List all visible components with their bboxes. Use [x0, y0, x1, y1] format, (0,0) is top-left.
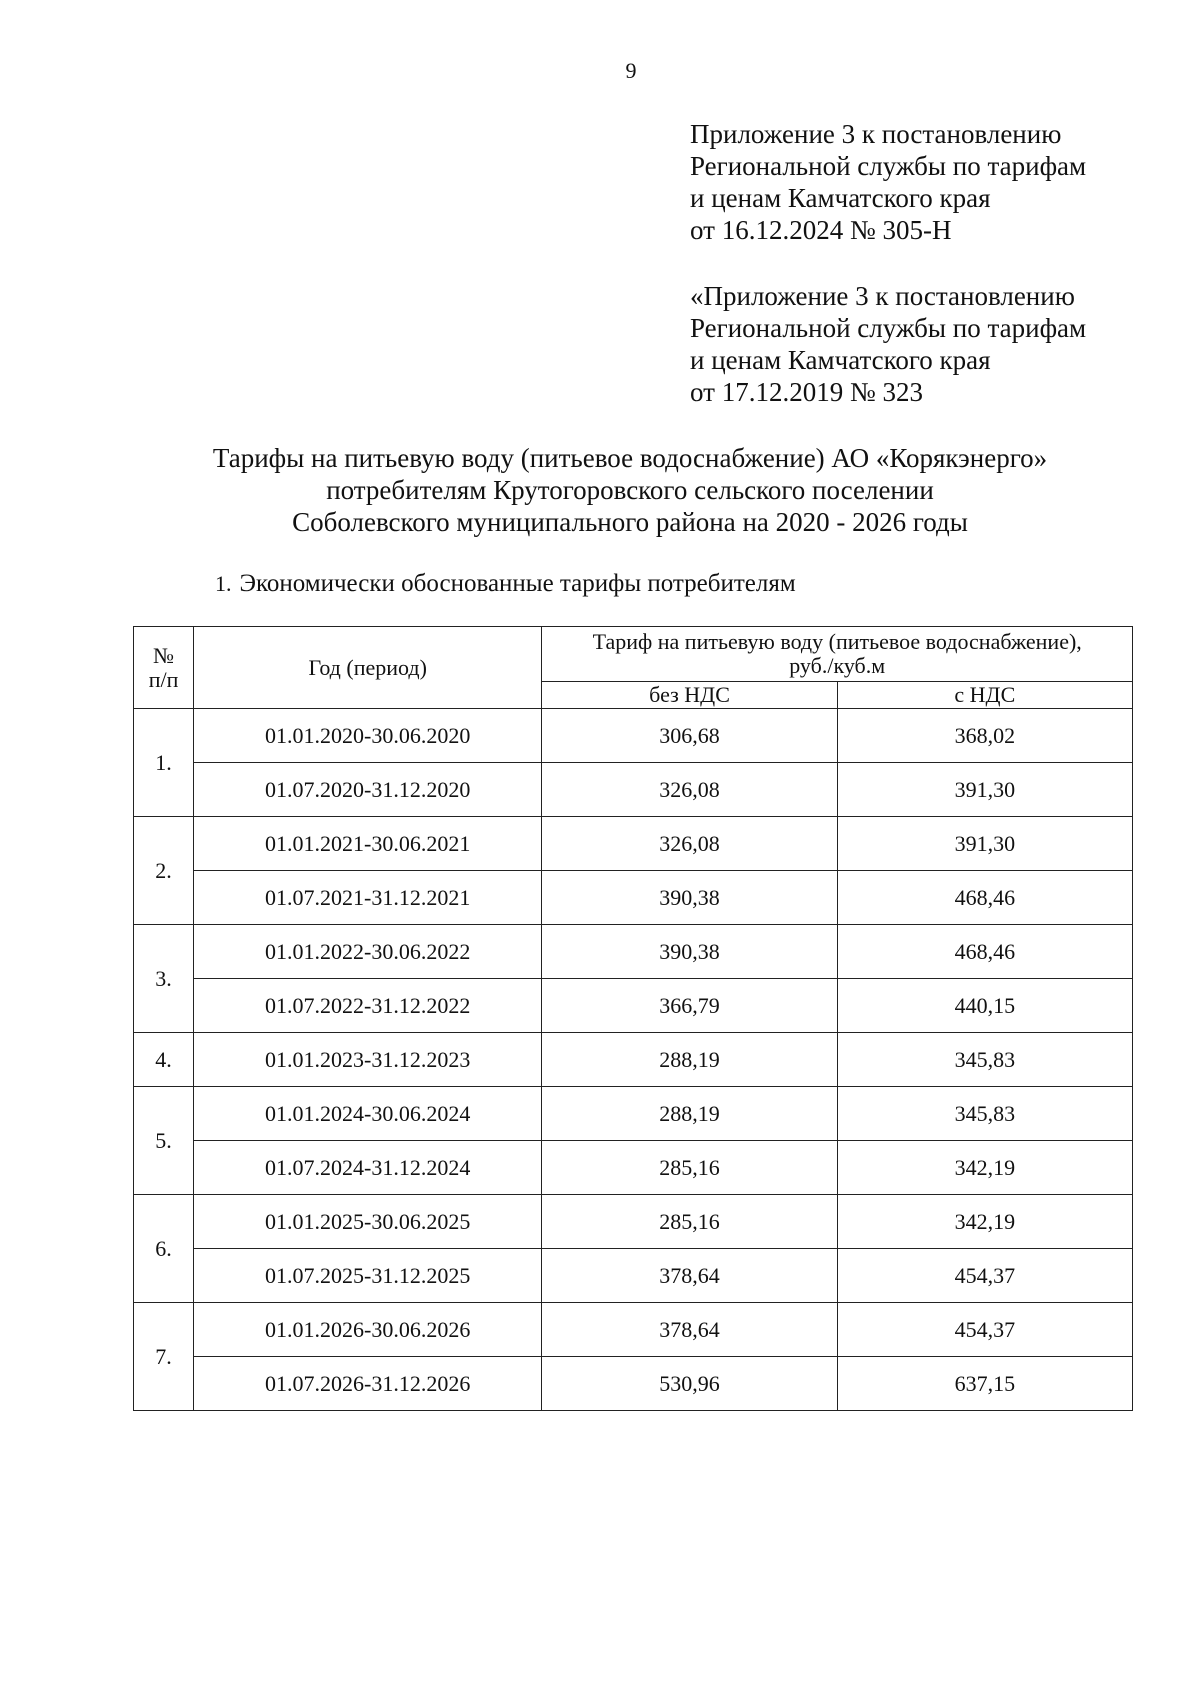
- tariff-vat-cell: 468,46: [837, 871, 1132, 925]
- period-cell: 01.07.2021-31.12.2021: [194, 871, 542, 925]
- tariff-net-cell: 390,38: [542, 871, 837, 925]
- table-row: [134, 925, 1133, 979]
- header-tariff-line1: Тариф на питьевую воду (питьевое водоснабжение),: [592, 629, 1082, 654]
- table-row: [134, 1141, 1133, 1195]
- title-line: Соболевского муниципального района на 2020 - 2026 годы: [292, 507, 968, 537]
- tariff-vat-cell: 454,37: [837, 1249, 1132, 1303]
- table-row: [134, 1195, 1133, 1249]
- period-cell: 01.07.2026-31.12.2026: [194, 1357, 542, 1411]
- table-row: [134, 817, 1133, 871]
- period-cell: 01.07.2020-31.12.2020: [194, 763, 542, 817]
- appendix-line: от 17.12.2019 № 323: [690, 377, 923, 407]
- period-cell: 01.01.2025-30.06.2025: [194, 1195, 542, 1249]
- table-row: [134, 1033, 1133, 1087]
- appendix-reference-current: [690, 118, 1170, 246]
- table-row: [134, 709, 1133, 763]
- table-row: [134, 1303, 1133, 1357]
- appendix-reference-original: [690, 280, 1170, 408]
- page-number: 9: [625, 58, 637, 83]
- title-line: Тарифы на питьевую воду (питьевое водоснабжение) АО «Корякэнерго»: [212, 443, 1048, 473]
- appendix-line: и ценам Камчатского края: [690, 183, 991, 213]
- tariff-net-cell: 378,64: [542, 1249, 837, 1303]
- tariff-net-cell: 285,16: [542, 1195, 837, 1249]
- tariff-net-cell: 288,19: [542, 1033, 837, 1087]
- row-number: 1.: [134, 709, 194, 817]
- tariff-vat-cell: 345,83: [837, 1087, 1132, 1141]
- header-period: Год (период): [194, 627, 542, 709]
- header-vat: с НДС: [837, 682, 1132, 709]
- period-cell: 01.07.2025-31.12.2025: [194, 1249, 542, 1303]
- appendix-line: Региональной службы по тарифам: [690, 151, 1087, 181]
- period-cell: 01.01.2022-30.06.2022: [194, 925, 542, 979]
- section-number: 1.: [215, 571, 232, 596]
- appendix-line: и ценам Камчатского края: [690, 345, 991, 375]
- table-row: [134, 1249, 1133, 1303]
- tariff-net-cell: 378,64: [542, 1303, 837, 1357]
- header-number-line2: п/п: [148, 666, 179, 692]
- tariff-vat-cell: 440,15: [837, 979, 1132, 1033]
- section-heading: [215, 568, 796, 600]
- section-heading-text: Экономически обоснованные тарифы потребителям: [239, 570, 796, 597]
- row-number: 5.: [134, 1087, 194, 1195]
- tariff-net-cell: 306,68: [542, 709, 837, 763]
- tariff-net-cell: 288,19: [542, 1087, 837, 1141]
- period-cell: 01.01.2024-30.06.2024: [194, 1087, 542, 1141]
- tariff-net-cell: 326,08: [542, 763, 837, 817]
- tariff-vat-cell: 345,83: [837, 1033, 1132, 1087]
- table-row: [134, 763, 1133, 817]
- table-row: [134, 979, 1133, 1033]
- tariff-net-cell: 285,16: [542, 1141, 837, 1195]
- tariff-vat-cell: 454,37: [837, 1303, 1132, 1357]
- appendix-line: от 16.12.2024 № 305-Н: [690, 215, 952, 245]
- appendix-line: «Приложение 3 к постановлению: [690, 281, 1075, 311]
- period-cell: 01.01.2020-30.06.2020: [194, 709, 542, 763]
- table-header-row: [134, 627, 1133, 682]
- period-cell: 01.01.2023-31.12.2023: [194, 1033, 542, 1087]
- tariff-vat-cell: 342,19: [837, 1195, 1132, 1249]
- title-line: потребителям Крутогоровского сельского поселении: [326, 475, 934, 505]
- row-number: 3.: [134, 925, 194, 1033]
- tariff-vat-cell: 368,02: [837, 709, 1132, 763]
- appendix-line: Региональной службы по тарифам: [690, 313, 1087, 343]
- tariff-vat-cell: 468,46: [837, 925, 1132, 979]
- row-number: 7.: [134, 1303, 194, 1411]
- table-row: [134, 871, 1133, 925]
- tariff-net-cell: 390,38: [542, 925, 837, 979]
- tariff-vat-cell: 342,19: [837, 1141, 1132, 1195]
- tariff-net-cell: 366,79: [542, 979, 837, 1033]
- tariff-table: [133, 626, 1133, 1411]
- header-net: без НДС: [542, 682, 837, 709]
- tariff-net-cell: 530,96: [542, 1357, 837, 1411]
- row-number: 6.: [134, 1195, 194, 1303]
- table-row: [134, 1087, 1133, 1141]
- period-cell: 01.07.2022-31.12.2022: [194, 979, 542, 1033]
- header-number-line1: №: [153, 642, 175, 668]
- table-row: [134, 1357, 1133, 1411]
- header-number: [134, 627, 194, 709]
- row-number: 4.: [134, 1033, 194, 1087]
- header-tariff-line2: руб./куб.м: [789, 653, 886, 678]
- tariff-vat-cell: 637,15: [837, 1357, 1132, 1411]
- tariff-net-cell: 326,08: [542, 817, 837, 871]
- tariff-vat-cell: 391,30: [837, 763, 1132, 817]
- period-cell: 01.01.2021-30.06.2021: [194, 817, 542, 871]
- tariff-vat-cell: 391,30: [837, 817, 1132, 871]
- period-cell: 01.01.2026-30.06.2026: [194, 1303, 542, 1357]
- appendix-line: Приложение 3 к постановлению: [690, 119, 1062, 149]
- document-title: [100, 442, 1160, 538]
- period-cell: 01.07.2024-31.12.2024: [194, 1141, 542, 1195]
- row-number: 2.: [134, 817, 194, 925]
- header-tariff: [542, 627, 1133, 682]
